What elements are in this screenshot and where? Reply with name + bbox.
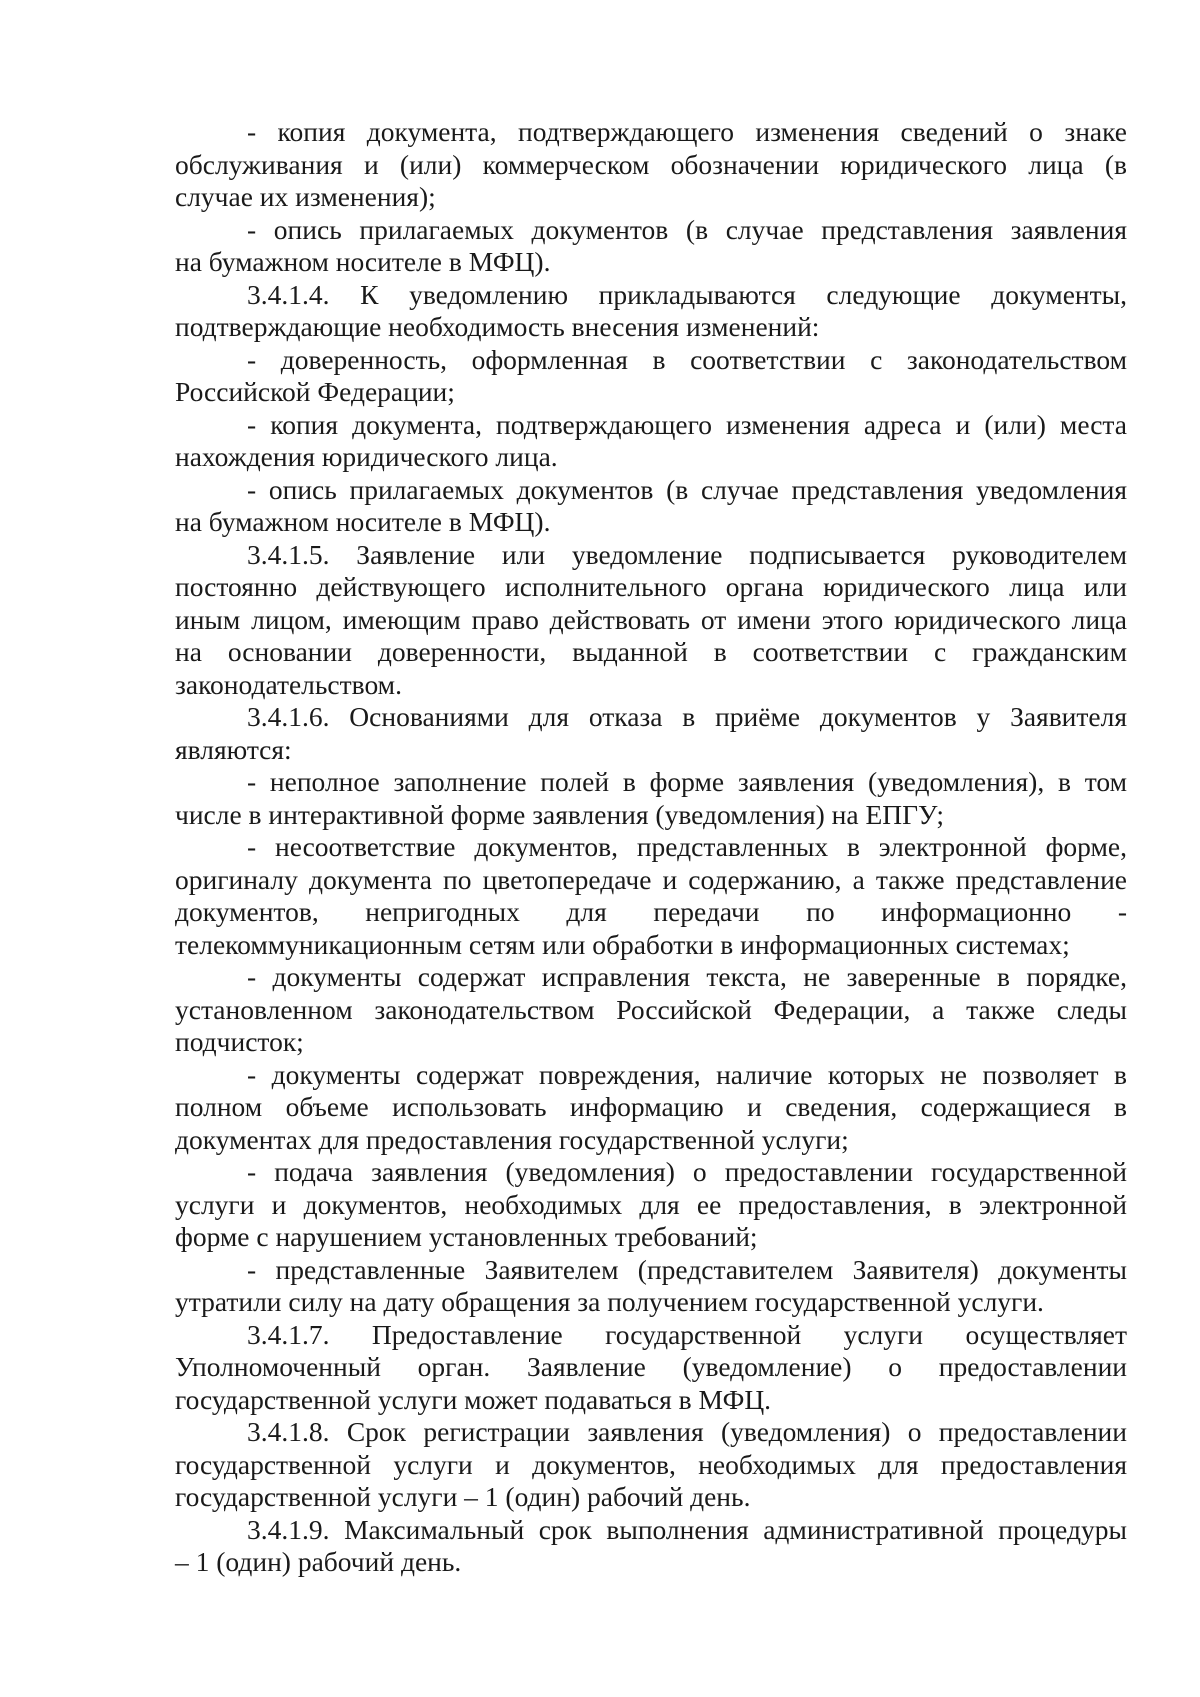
- text-line: услуги и документов, необходимых для ее предоставления, в электронной: [175, 1188, 1127, 1220]
- text-line: обслуживания и (или) коммерческом обозначении юридического лица (в: [175, 148, 1127, 180]
- paragraph: [175, 1059, 1127, 1157]
- text-line: полном объеме использовать информацию и сведения, содержащиеся в: [175, 1091, 1127, 1122]
- text-line: постоянно действующего исполнительного органа юридического лица или: [175, 571, 1127, 602]
- paragraph: [175, 474, 1127, 539]
- text-line: на бумажном носителе в МФЦ).: [175, 506, 551, 537]
- text-line: 3.4.1.6. Основаниями для отказа в приёме документов у Заявителя: [247, 701, 1127, 732]
- text-line: установленном законодательством Российской Федерации, а также следы: [175, 993, 1127, 1025]
- text-line: 3.4.1.4. К уведомлению прикладываются следующие документы,: [247, 278, 1127, 310]
- text-line: на основании доверенности, выданной в соответствии с гражданским: [175, 636, 1127, 667]
- paragraph: [175, 214, 1127, 279]
- text-line: документах для предоставления государственной услуги;: [175, 1123, 849, 1155]
- text-line: - документы содержат повреждения, наличие которых не позволяет в: [247, 1058, 1127, 1090]
- text-line: Уполномоченный орган. Заявление (уведомление) о предоставлении: [175, 1351, 1127, 1382]
- text-line: телекоммуникационным сетям или обработки в информационных системах;: [175, 928, 1070, 960]
- text-line: - несоответствие документов, представленных в электронной форме,: [247, 831, 1127, 862]
- text-line: - копия документа, подтверждающего изменения сведений о знаке: [247, 116, 1127, 147]
- text-line: - подача заявления (уведомления) о предоставлении государственной: [247, 1156, 1127, 1187]
- paragraph: [175, 701, 1127, 766]
- paragraph: [175, 1156, 1127, 1254]
- text-line: государственной услуги и документов, необходимых для предоставления: [175, 1448, 1127, 1480]
- paragraph: [175, 1416, 1127, 1514]
- text-line: случае их изменения);: [175, 181, 436, 212]
- text-line: - копия документа, подтверждающего изменения адреса и (или) места: [247, 408, 1127, 440]
- text-line: утратили силу на дату обращения за получением государственной услуги.: [175, 1286, 1044, 1317]
- text-line: - опись прилагаемых документов (в случае представления заявления: [247, 213, 1127, 245]
- text-line: - доверенность, оформленная в соответствии с законодательством: [247, 343, 1127, 375]
- text-line: являются:: [175, 733, 292, 765]
- text-line: документов, непригодных для передачи по информационно -: [175, 896, 1127, 927]
- paragraph: [175, 766, 1127, 831]
- text-line: 3.4.1.9. Максимальный срок выполнения административной процедуры: [247, 1513, 1127, 1545]
- text-line: форме с нарушением установленных требований;: [175, 1221, 758, 1252]
- text-line: законодательством.: [175, 668, 402, 700]
- paragraph: [175, 961, 1127, 1059]
- text-line: числе в интерактивной форме заявления (уведомления) на ЕПГУ;: [175, 798, 945, 830]
- paragraph: [175, 409, 1127, 474]
- text-line: – 1 (один) рабочий день.: [175, 1546, 462, 1577]
- text-line: 3.4.1.5. Заявление или уведомление подписывается руководителем: [247, 538, 1127, 570]
- text-line: - неполное заполнение полей в форме заявления (уведомления), в том: [247, 766, 1127, 797]
- text-line: иным лицом, имеющим право действовать от имени этого юридического лица: [175, 603, 1127, 635]
- text-line: 3.4.1.7. Предоставление государственной услуги осуществляет: [247, 1318, 1127, 1350]
- paragraph: [175, 1319, 1127, 1417]
- text-line: государственной услуги может подаваться в МФЦ.: [175, 1383, 772, 1415]
- document-body: [175, 116, 1127, 1579]
- paragraph: [175, 831, 1127, 961]
- text-line: - документы содержат исправления текста, не заверенные в порядке,: [247, 961, 1127, 992]
- text-line: подтверждающие необходимость внесения изменений:: [175, 311, 820, 342]
- paragraph: [175, 279, 1127, 344]
- paragraph: [175, 1514, 1127, 1579]
- paragraph: [175, 344, 1127, 409]
- text-line: Российской Федерации;: [175, 376, 455, 407]
- text-line: подчисток;: [175, 1026, 304, 1057]
- paragraph: [175, 539, 1127, 702]
- text-line: оригиналу документа по цветопередаче и содержанию, а также представление: [175, 863, 1127, 895]
- text-line: на бумажном носителе в МФЦ).: [175, 246, 551, 277]
- text-line: - опись прилагаемых документов (в случае представления уведомления: [247, 473, 1127, 505]
- text-line: нахождения юридического лица.: [175, 441, 558, 472]
- paragraph: [175, 1254, 1127, 1319]
- text-line: 3.4.1.8. Срок регистрации заявления (уведомления) о предоставлении: [247, 1416, 1127, 1447]
- text-line: - представленные Заявителем (представителем Заявителя) документы: [247, 1253, 1127, 1285]
- text-line: государственной услуги – 1 (один) рабочий день.: [175, 1481, 751, 1512]
- paragraph: [175, 116, 1127, 214]
